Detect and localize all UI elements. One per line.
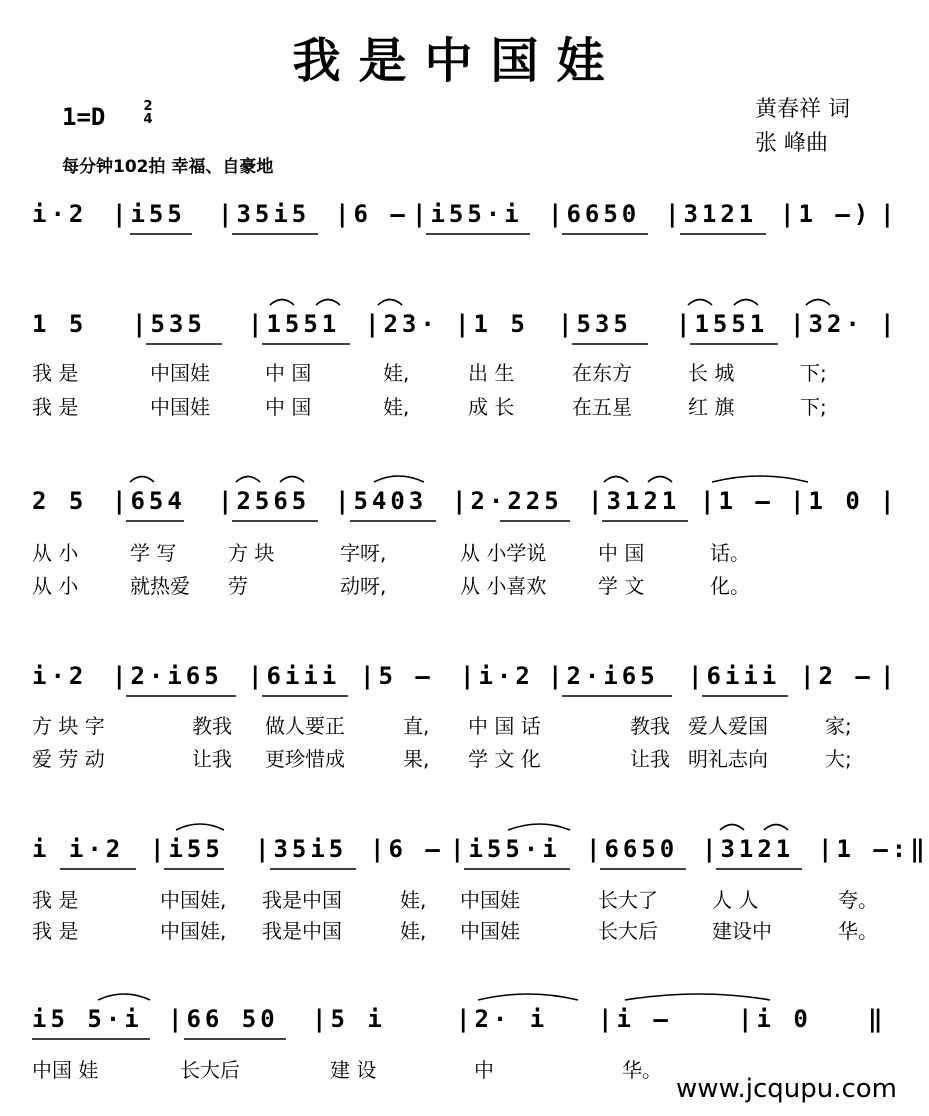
tie-arc (378, 300, 402, 306)
measure: i5 5·i (32, 1005, 143, 1033)
tie-arc (712, 476, 808, 482)
barline: | (880, 200, 899, 228)
measure: |535 (132, 310, 206, 338)
lyric: 红 旗 (688, 395, 735, 419)
lyric: 成 长 (468, 395, 515, 419)
lyric: 出 生 (468, 361, 515, 385)
lyric: 从 小 (32, 541, 79, 565)
notation-row-3 (0, 487, 915, 531)
lyric: 华。 (838, 919, 878, 943)
lyric-line-7 (0, 884, 915, 914)
lyric: 长 城 (688, 361, 735, 385)
time-signature (140, 100, 156, 126)
measure: |3121 (665, 200, 758, 228)
lyric-line-5 (0, 710, 915, 740)
tie-arc (176, 824, 224, 830)
lyric: 方 块 字 (32, 714, 105, 738)
measure: |6 – (335, 200, 409, 228)
measure: |2·225 (452, 487, 563, 515)
tie-arc (98, 994, 150, 1000)
lyric: 中 国 (598, 541, 645, 565)
measure: |5403 (335, 487, 428, 515)
lyric: 更珍惜成 (265, 747, 345, 771)
lyricist-credit: 黄春祥 词 (755, 97, 850, 122)
lyric: 中国娃 (150, 395, 210, 419)
measure: |2· i (456, 1005, 549, 1033)
measure: |6 – (370, 835, 444, 863)
tie-arc (734, 300, 758, 306)
tie-arc (374, 476, 424, 482)
tie-arc (806, 300, 830, 306)
barline: ‖ (868, 1005, 887, 1033)
measure: |535 (558, 310, 632, 338)
measure: |3121 (702, 835, 795, 863)
measure: |2·i65 (548, 662, 659, 690)
lyric: 我 是 (32, 888, 79, 912)
composer-credit: 张 峰曲 (755, 131, 828, 156)
measure: |i55 (112, 200, 186, 228)
measure: |6650 (548, 200, 641, 228)
lyric: 中国娃, (160, 919, 227, 943)
lyric: 娃, (383, 361, 410, 385)
lyric: 中国 娃 (32, 1058, 99, 1082)
lyric: 从 小学说 (460, 541, 547, 565)
lyric: 中 国 话 (468, 714, 541, 738)
lyric: 教我 (192, 714, 232, 738)
lyric: 让我 (192, 747, 232, 771)
tie-arc (720, 825, 744, 831)
lyric: 我 是 (32, 361, 79, 385)
lyric: 我 是 (32, 919, 79, 943)
measure: |23· (365, 310, 439, 338)
lyric: 从 小喜欢 (460, 574, 547, 598)
measure: |i 0 (738, 1005, 812, 1033)
lyric: 我是中国 (262, 888, 342, 912)
tie-arc (688, 300, 712, 306)
lyric: 爱 劳 动 (32, 747, 105, 771)
tie-arc (280, 477, 304, 483)
lyric: 明礼志向 (688, 747, 768, 771)
notation-row-4 (0, 662, 915, 706)
lyric: 教我 (630, 714, 670, 738)
notation-row-2 (0, 310, 915, 354)
measure: |3121 (588, 487, 681, 515)
lyric: 话。 (710, 541, 750, 565)
measure: |1 – (700, 487, 774, 515)
lyric: 中 国 (265, 395, 312, 419)
measure: |i55·i (412, 200, 523, 228)
lyric: 华。 (622, 1058, 662, 1082)
measure: |6iii (688, 662, 781, 690)
lyric: 做人要正 (265, 714, 345, 738)
tie-arc (508, 824, 570, 830)
key-signature: 1=D (62, 103, 106, 131)
lyric: 我 是 (32, 395, 79, 419)
lyric: 长大后 (180, 1058, 240, 1082)
lyric: 中国娃 (150, 361, 210, 385)
measure: |5 i (312, 1005, 386, 1033)
measure: |35i5 (255, 835, 348, 863)
tempo-marking: 每分钟102拍 幸福、自豪地 (62, 157, 274, 177)
tie-arc (478, 994, 578, 1000)
measure: |1 –) (780, 200, 873, 228)
lyric: 建 设 (330, 1058, 377, 1082)
lyric: 长大后 (598, 919, 658, 943)
tie-arc (648, 477, 672, 483)
lyric: 字呀, (340, 541, 387, 565)
measure: |i55 (150, 835, 224, 863)
lyric: 在东方 (572, 361, 632, 385)
measure: 1 5 (32, 310, 88, 338)
measure: |i55·i (450, 835, 561, 863)
lyric: 果, (403, 747, 430, 771)
notation-row-1 (0, 200, 915, 244)
measure: |1 –:‖ (818, 835, 929, 863)
lyric: 家; (825, 714, 852, 738)
measure: |35i5 (218, 200, 311, 228)
lyric: 就热爱 (130, 574, 190, 598)
measure: |i·2 (460, 662, 534, 690)
tie-arc (270, 300, 294, 306)
barline: | (880, 662, 899, 690)
measure: |i – (598, 1005, 672, 1033)
measure: i·2 (32, 662, 88, 690)
tie-arc (604, 477, 628, 483)
tie-arc (625, 994, 770, 1000)
footer-watermark: www.jcqupu.com (676, 1074, 897, 1104)
tie-arc (764, 825, 788, 831)
measure: |5 – (360, 662, 434, 690)
lyric: 下; (800, 395, 827, 419)
measure: |2·i65 (112, 662, 223, 690)
lyric: 娃, (400, 919, 427, 943)
lyric: 娃, (400, 888, 427, 912)
lyric: 动呀, (340, 574, 387, 598)
lyric: 夸。 (838, 888, 878, 912)
lyric: 化。 (710, 574, 750, 598)
barline: | (880, 487, 899, 515)
page-title: 我是中国娃 (292, 33, 623, 89)
measure: |66 50 (168, 1005, 279, 1033)
measure: |2 – (800, 662, 874, 690)
lyric: 学 写 (130, 541, 177, 565)
lyric-line-3 (0, 537, 915, 567)
lyric: 下; (800, 361, 827, 385)
measure: |654 (112, 487, 186, 515)
lyric: 学 文 化 (468, 747, 541, 771)
lyric: 我是中国 (262, 919, 342, 943)
lyric: 娃, (383, 395, 410, 419)
lyric: 中 国 (265, 361, 312, 385)
measure: |1551 (676, 310, 769, 338)
lyric: 直, (403, 714, 430, 738)
lyric: 学 文 (598, 574, 645, 598)
lyric-line-6 (0, 743, 915, 773)
measure: |2565 (218, 487, 311, 515)
measure: i i·2 (32, 835, 125, 863)
time-signature-top: 2 (143, 99, 153, 114)
lyric: 爱人爱国 (688, 714, 768, 738)
time-signature-bottom: 4 (143, 112, 153, 127)
lyric: 方 块 (228, 541, 275, 565)
measure: |1 5 (455, 310, 529, 338)
lyric: 中国娃 (460, 919, 520, 943)
lyric-line-8 (0, 915, 915, 945)
lyric-line-4 (0, 570, 915, 600)
measure: |1 0 (790, 487, 864, 515)
measure: i·2 (32, 200, 88, 228)
lyric: 劳 (228, 574, 248, 598)
notation-row-5 (0, 835, 929, 879)
lyric: 大; (825, 747, 852, 771)
lyric: 从 小 (32, 574, 79, 598)
measure: |1551 (248, 310, 341, 338)
lyric: 在五星 (572, 395, 632, 419)
notation-row-6 (0, 1005, 915, 1049)
lyric: 让我 (630, 747, 670, 771)
tie-arc (130, 477, 154, 483)
lyric-line-2 (0, 391, 915, 421)
lyric-line-1 (0, 357, 915, 387)
lyric: 中国娃 (460, 888, 520, 912)
lyric: 建设中 (712, 919, 772, 943)
lyric: 中国娃, (160, 888, 227, 912)
barline: | (880, 310, 899, 338)
measure: |6iii (248, 662, 341, 690)
lyric: 中 (474, 1058, 494, 1082)
measure: |32· (790, 310, 864, 338)
tie-arc (236, 477, 260, 483)
measure: 2 5 (32, 487, 88, 515)
lyric: 长大了 (598, 888, 658, 912)
measure: |6650 (586, 835, 679, 863)
tie-arc (316, 300, 340, 306)
lyric: 人 人 (712, 888, 759, 912)
